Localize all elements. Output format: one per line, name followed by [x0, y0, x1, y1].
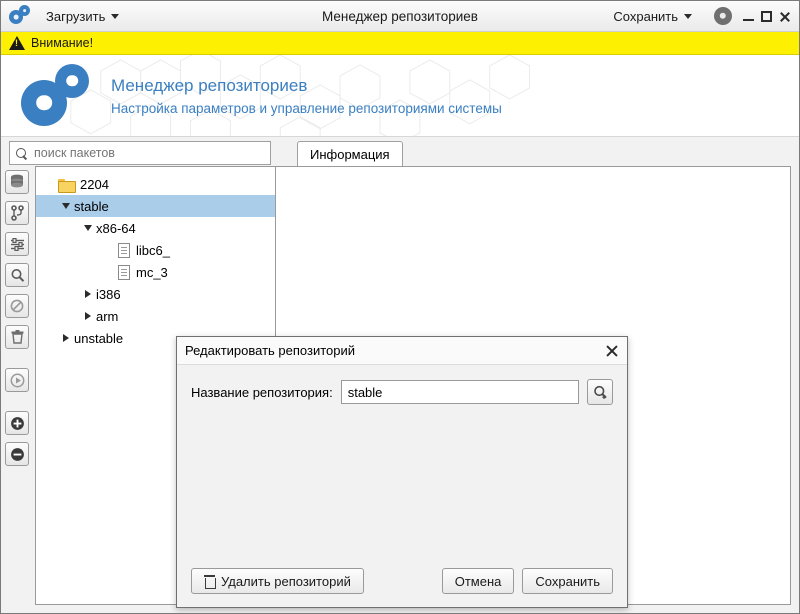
tree-node-label: stable: [74, 198, 109, 214]
tree-node[interactable]: [36, 261, 275, 283]
tree-node-label: arm: [96, 308, 119, 324]
file-icon: [118, 243, 130, 258]
search-settings-icon[interactable]: [5, 263, 29, 287]
maximize-icon[interactable]: [760, 10, 773, 23]
dialog-footer: [177, 555, 627, 607]
repository-name-label: Название репозитория:: [191, 384, 333, 400]
minimize-icon[interactable]: [742, 10, 755, 23]
page-subtitle: Настройка параметров и управление репозиториями системы: [111, 100, 502, 116]
save-button[interactable]: [522, 568, 613, 594]
header-banner: [1, 55, 799, 137]
tree-twisty-down[interactable]: [58, 203, 74, 209]
banner-gears-icon: [19, 62, 97, 130]
delete-repository-label: Удалить репозиторий: [221, 573, 351, 589]
remove-icon[interactable]: [5, 442, 29, 466]
search-input[interactable]: [32, 145, 264, 161]
cancel-button-label: Отмена: [454, 573, 502, 589]
tree-twisty-down[interactable]: [80, 225, 96, 231]
warning-triangle-icon: [9, 36, 25, 50]
close-icon[interactable]: [605, 344, 619, 358]
delete-repository-button[interactable]: [191, 568, 364, 594]
search-tab-row: [1, 137, 799, 166]
banner-text: [111, 76, 502, 116]
tree-node[interactable]: [36, 305, 275, 327]
repository-name-input[interactable]: [341, 380, 579, 404]
tab-information-label: Информация: [310, 146, 390, 162]
page-title: Менеджер репозиториев: [111, 75, 308, 95]
warning-text: Внимание!: [31, 36, 94, 50]
tree-node[interactable]: [36, 195, 275, 217]
load-menu-label: Загрузить: [46, 8, 106, 24]
close-icon[interactable]: [778, 10, 791, 23]
edit-repository-dialog: [176, 336, 628, 608]
chevron-down-icon: [684, 14, 692, 19]
tree-twisty-right[interactable]: [58, 334, 74, 342]
warning-bar: [1, 32, 799, 55]
main-body: [1, 166, 799, 613]
tree-node-label: i386: [96, 286, 121, 302]
search-box[interactable]: [9, 141, 271, 165]
tree-node[interactable]: [36, 217, 275, 239]
title-bar-right: [604, 5, 795, 28]
repository-name-row: [191, 379, 613, 405]
tree-node-label: unstable: [74, 330, 124, 346]
tree-node-label: libc6_: [136, 242, 170, 258]
chevron-down-icon: [111, 14, 119, 19]
title-bar: [1, 1, 799, 32]
tree-node-label: 2204: [80, 176, 109, 192]
gear-icon[interactable]: [713, 6, 733, 26]
search-icon: [16, 148, 27, 159]
window-controls: [742, 10, 791, 23]
add-icon[interactable]: [5, 411, 29, 435]
save-menu-label: Сохранить: [613, 8, 678, 24]
block-icon[interactable]: [5, 294, 29, 318]
side-toolbar: [1, 166, 33, 605]
tree-node[interactable]: [36, 173, 275, 195]
file-icon: [118, 265, 130, 280]
dialog-title-bar: [177, 337, 627, 365]
tree-twisty-right[interactable]: [80, 312, 96, 320]
branch-icon[interactable]: [5, 201, 29, 225]
tree-node[interactable]: [36, 239, 275, 261]
database-icon[interactable]: [5, 170, 29, 194]
play-icon[interactable]: [5, 368, 29, 392]
trash-icon: [204, 575, 215, 588]
window-title: Менеджер репозиториев: [322, 8, 478, 24]
cancel-button[interactable]: [442, 568, 515, 594]
dialog-title: Редактировать репозиторий: [185, 343, 356, 358]
dialog-body: [177, 365, 627, 555]
tree-node[interactable]: [36, 283, 275, 305]
tree-twisty-right[interactable]: [80, 290, 96, 298]
tree-node-label: x86-64: [96, 220, 136, 236]
save-menu-button[interactable]: [604, 5, 701, 28]
sliders-icon[interactable]: [5, 232, 29, 256]
folder-icon: [58, 178, 74, 191]
gears-icon: [9, 5, 31, 27]
tree-node-label: mc_3: [136, 264, 168, 280]
tab-information[interactable]: [297, 141, 403, 166]
save-button-label: Сохранить: [535, 573, 600, 589]
title-bar-left: [5, 5, 128, 28]
search-plus-icon[interactable]: [587, 379, 613, 405]
load-menu-button[interactable]: [37, 5, 128, 28]
trash-icon[interactable]: [5, 325, 29, 349]
